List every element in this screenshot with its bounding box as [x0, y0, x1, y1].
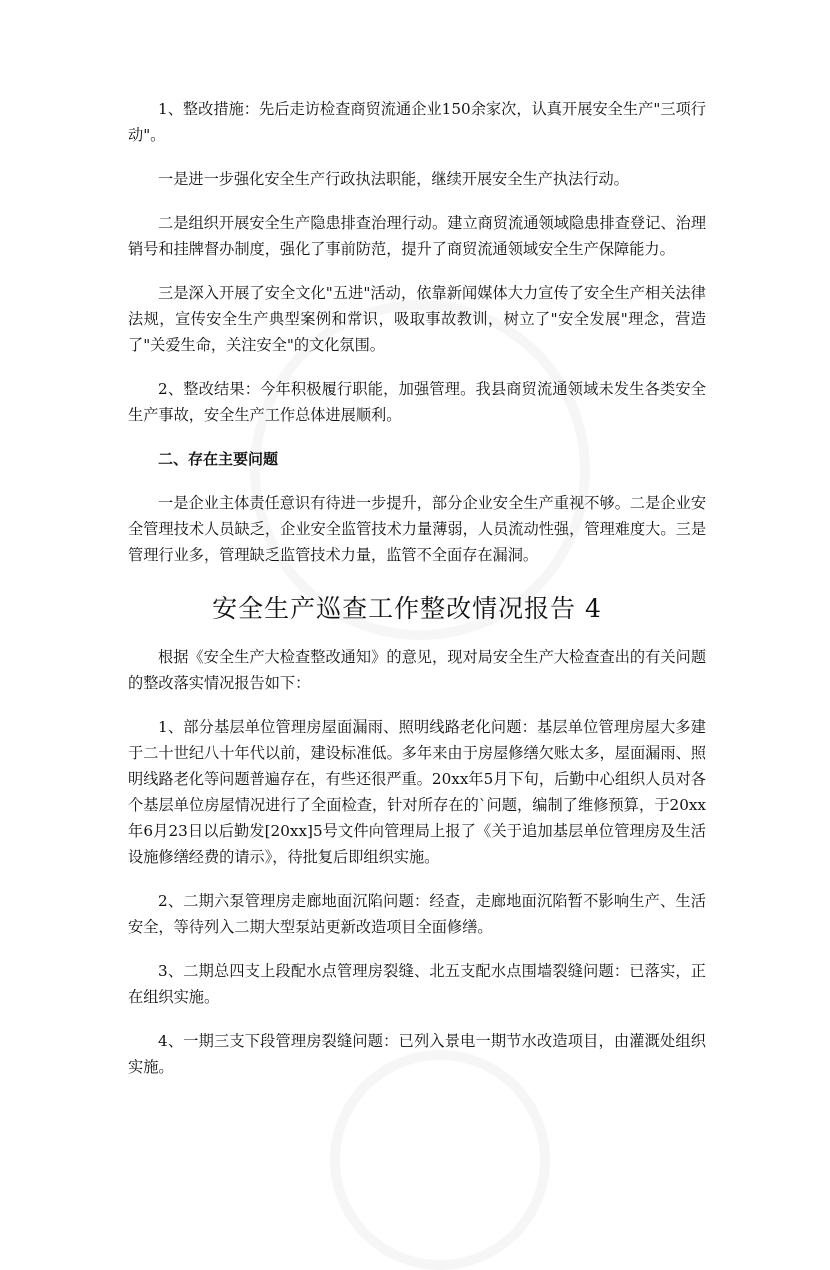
paragraph-item-one: 一是进一步强化安全生产行政执法职能，继续开展安全生产执法行动。	[158, 170, 629, 188]
paragraph-problems: 一是企业主体责任意识有待进一步提升，部分企业安全生产重视不够。二是企业安全管理技术人员缺乏，企业安全监管技术力量薄弱，人员流动性强，管理难度大。三是管理行业多，管理缺乏监管技术力量，监管不全面存在漏洞。	[128, 494, 706, 564]
paragraph-issue-2: 2、二期六泵管理房走廊地面沉陷问题：经查，走廊地面沉陷暂不影响生产、生活安全，等待列入二期大型泵站更新改造项目全面修缮。	[128, 892, 706, 936]
document-body	[128, 96, 706, 1080]
paragraph-intro: 根据《安全生产大检查整改通知》的意见，现对局安全生产大检查查出的有关问题的整改落实情况报告如下：	[128, 648, 706, 692]
paragraph-issue-3: 3、二期总四支上段配水点管理房裂缝、北五支配水点围墙裂缝问题：已落实，正在组织实施。	[128, 962, 706, 1006]
paragraph-item-two: 二是组织开展安全生产隐患排查治理行动。建立商贸流通领域隐患排查登记、治理销号和挂牌督办制度，强化了事前防范，提升了商贸流通领域安全生产保障能力。	[128, 214, 706, 258]
paragraph-rectification-measures: 1、整改措施：先后走访检查商贸流通企业150余家次，认真开展安全生产"三项行动"。	[128, 100, 706, 144]
paragraph-issue-1: 1、部分基层单位管理房屋面漏雨、照明线路老化问题：基层单位管理房屋大多建于二十世纪八十年代以前，建设标准低。多年来由于房屋修缮欠账太多，屋面漏雨、照明线路老化等问题普遍存在，有些还很严重。20xx年5月下旬，后勤中心组织人员对各个基层单位房屋情况进行了全面检查，针对所存在的`问题，编制了维修预算，于20xx年6月23日以后勤发[20xx]5号文件向管理局上报了《关于追加基层单位管理房及生活设施修缮经费的请示》，待批复后即组织实施。	[128, 718, 706, 866]
watermark-seal-bottom	[330, 1050, 550, 1270]
paragraph-item-three: 三是深入开展了安全文化"五进"活动，依靠新闻媒体大力宣传了安全生产相关法律法规，宣传安全生产典型案例和常识，吸取事故教训，树立了"安全发展"理念，营造了"关爱生命，关注安全"的文化氛围。	[128, 284, 706, 354]
section-heading-main-problems: 二、存在主要问题	[158, 450, 279, 468]
paragraph-rectification-results: 2、整改结果：今年积极履行职能，加强管理。我县商贸流通领域未发生各类安全生产事故，安全生产工作总体进展顺利。	[128, 380, 706, 424]
report-title: 安全生产巡查工作整改情况报告 4	[212, 594, 602, 623]
paragraph-issue-4: 4、一期三支下段管理房裂缝问题：已列入景电一期节水改造项目，由灌溉处组织实施。	[128, 1032, 706, 1076]
